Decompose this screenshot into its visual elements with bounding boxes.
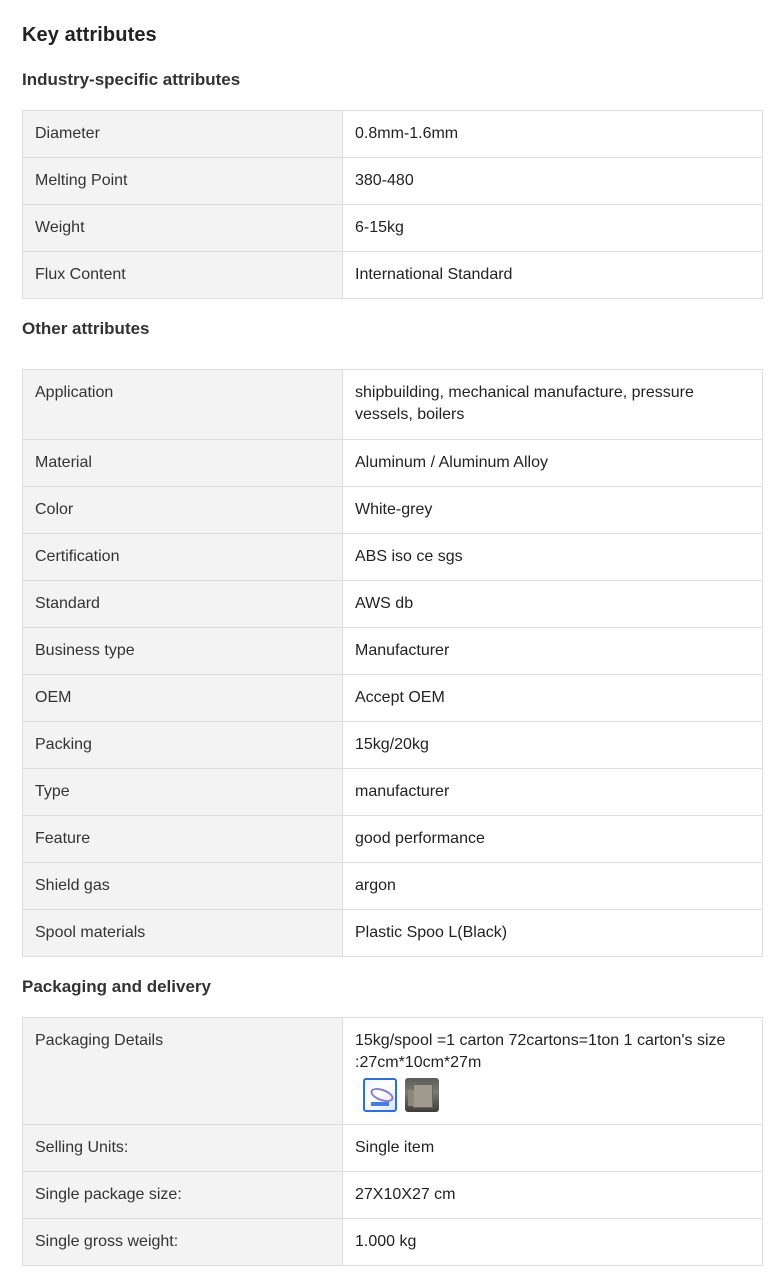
attribute-key: Single gross weight: xyxy=(23,1219,343,1266)
attribute-value: 380-480 xyxy=(343,158,763,205)
attribute-key: Shield gas xyxy=(23,863,343,910)
attribute-value: Accept OEM xyxy=(343,675,763,722)
attribute-key: Type xyxy=(23,769,343,816)
table-row xyxy=(23,1172,763,1219)
table-row xyxy=(23,581,763,628)
attribute-value-cell xyxy=(343,1018,763,1125)
attribute-value: good performance xyxy=(343,816,763,863)
other-attributes-table xyxy=(22,369,763,957)
attribute-value: Single item xyxy=(343,1125,763,1172)
attribute-key: OEM xyxy=(23,675,343,722)
attribute-value: AWS db xyxy=(343,581,763,628)
packaging-delivery-table xyxy=(22,1017,763,1266)
attribute-key: Standard xyxy=(23,581,343,628)
attribute-key: Application xyxy=(23,370,343,440)
table-row xyxy=(23,910,763,957)
attribute-key: Packaging Details xyxy=(23,1018,343,1125)
table-row xyxy=(23,1018,763,1125)
table-row xyxy=(23,370,763,440)
attribute-value: 0.8mm-1.6mm xyxy=(343,111,763,158)
attribute-value: 1.000 kg xyxy=(343,1219,763,1266)
table-row xyxy=(23,534,763,581)
table-row xyxy=(23,863,763,910)
attribute-key: Certification xyxy=(23,534,343,581)
attribute-value: manufacturer xyxy=(343,769,763,816)
attribute-value: ABS iso ce sgs xyxy=(343,534,763,581)
attribute-value: argon xyxy=(343,863,763,910)
table-row xyxy=(23,722,763,769)
industry-attributes-heading: Industry-specific attributes xyxy=(22,70,241,89)
table-row xyxy=(23,1125,763,1172)
table-row xyxy=(23,628,763,675)
table-row xyxy=(23,158,763,205)
table-row xyxy=(23,816,763,863)
table-row xyxy=(23,487,763,534)
attribute-key: Color xyxy=(23,487,343,534)
page-title: Key attributes xyxy=(22,24,157,46)
other-attributes-heading: Other attributes xyxy=(22,319,150,338)
attribute-value: 15kg/spool =1 carton 72cartons=1ton 1 carton's size :27cm*10cm*27m xyxy=(355,1032,726,1071)
attribute-key: Business type xyxy=(23,628,343,675)
attribute-key: Melting Point xyxy=(23,158,343,205)
attribute-key: Weight xyxy=(23,205,343,252)
attribute-value: Plastic Spoo L(Black) xyxy=(343,910,763,957)
attribute-key: Flux Content xyxy=(23,252,343,299)
table-row xyxy=(23,769,763,816)
attribute-value: 15kg/20kg xyxy=(343,722,763,769)
attribute-key: Feature xyxy=(23,816,343,863)
packaging-delivery-heading: Packaging and delivery xyxy=(22,977,211,996)
table-row xyxy=(23,440,763,487)
attribute-value: Manufacturer xyxy=(343,628,763,675)
carton-pallet-thumbnail[interactable] xyxy=(405,1078,439,1112)
table-row xyxy=(23,205,763,252)
attribute-value: 27X10X27 cm xyxy=(343,1172,763,1219)
attribute-value: International Standard xyxy=(343,252,763,299)
spool-thumbnail[interactable] xyxy=(363,1078,397,1112)
table-row xyxy=(23,252,763,299)
attribute-key: Diameter xyxy=(23,111,343,158)
attribute-value: Aluminum / Aluminum Alloy xyxy=(343,440,763,487)
attribute-key: Material xyxy=(23,440,343,487)
table-row xyxy=(23,675,763,722)
industry-attributes-table xyxy=(22,110,763,299)
attribute-value: shipbuilding, mechanical manufacture, pressure vessels, boilers xyxy=(343,370,763,440)
attribute-key: Spool materials xyxy=(23,910,343,957)
packaging-thumbnails xyxy=(355,1078,750,1112)
attribute-key: Selling Units: xyxy=(23,1125,343,1172)
attribute-value: White-grey xyxy=(343,487,763,534)
attribute-key: Packing xyxy=(23,722,343,769)
table-row xyxy=(23,1219,763,1266)
table-row xyxy=(23,111,763,158)
attribute-key: Single package size: xyxy=(23,1172,343,1219)
attribute-value: 6-15kg xyxy=(343,205,763,252)
